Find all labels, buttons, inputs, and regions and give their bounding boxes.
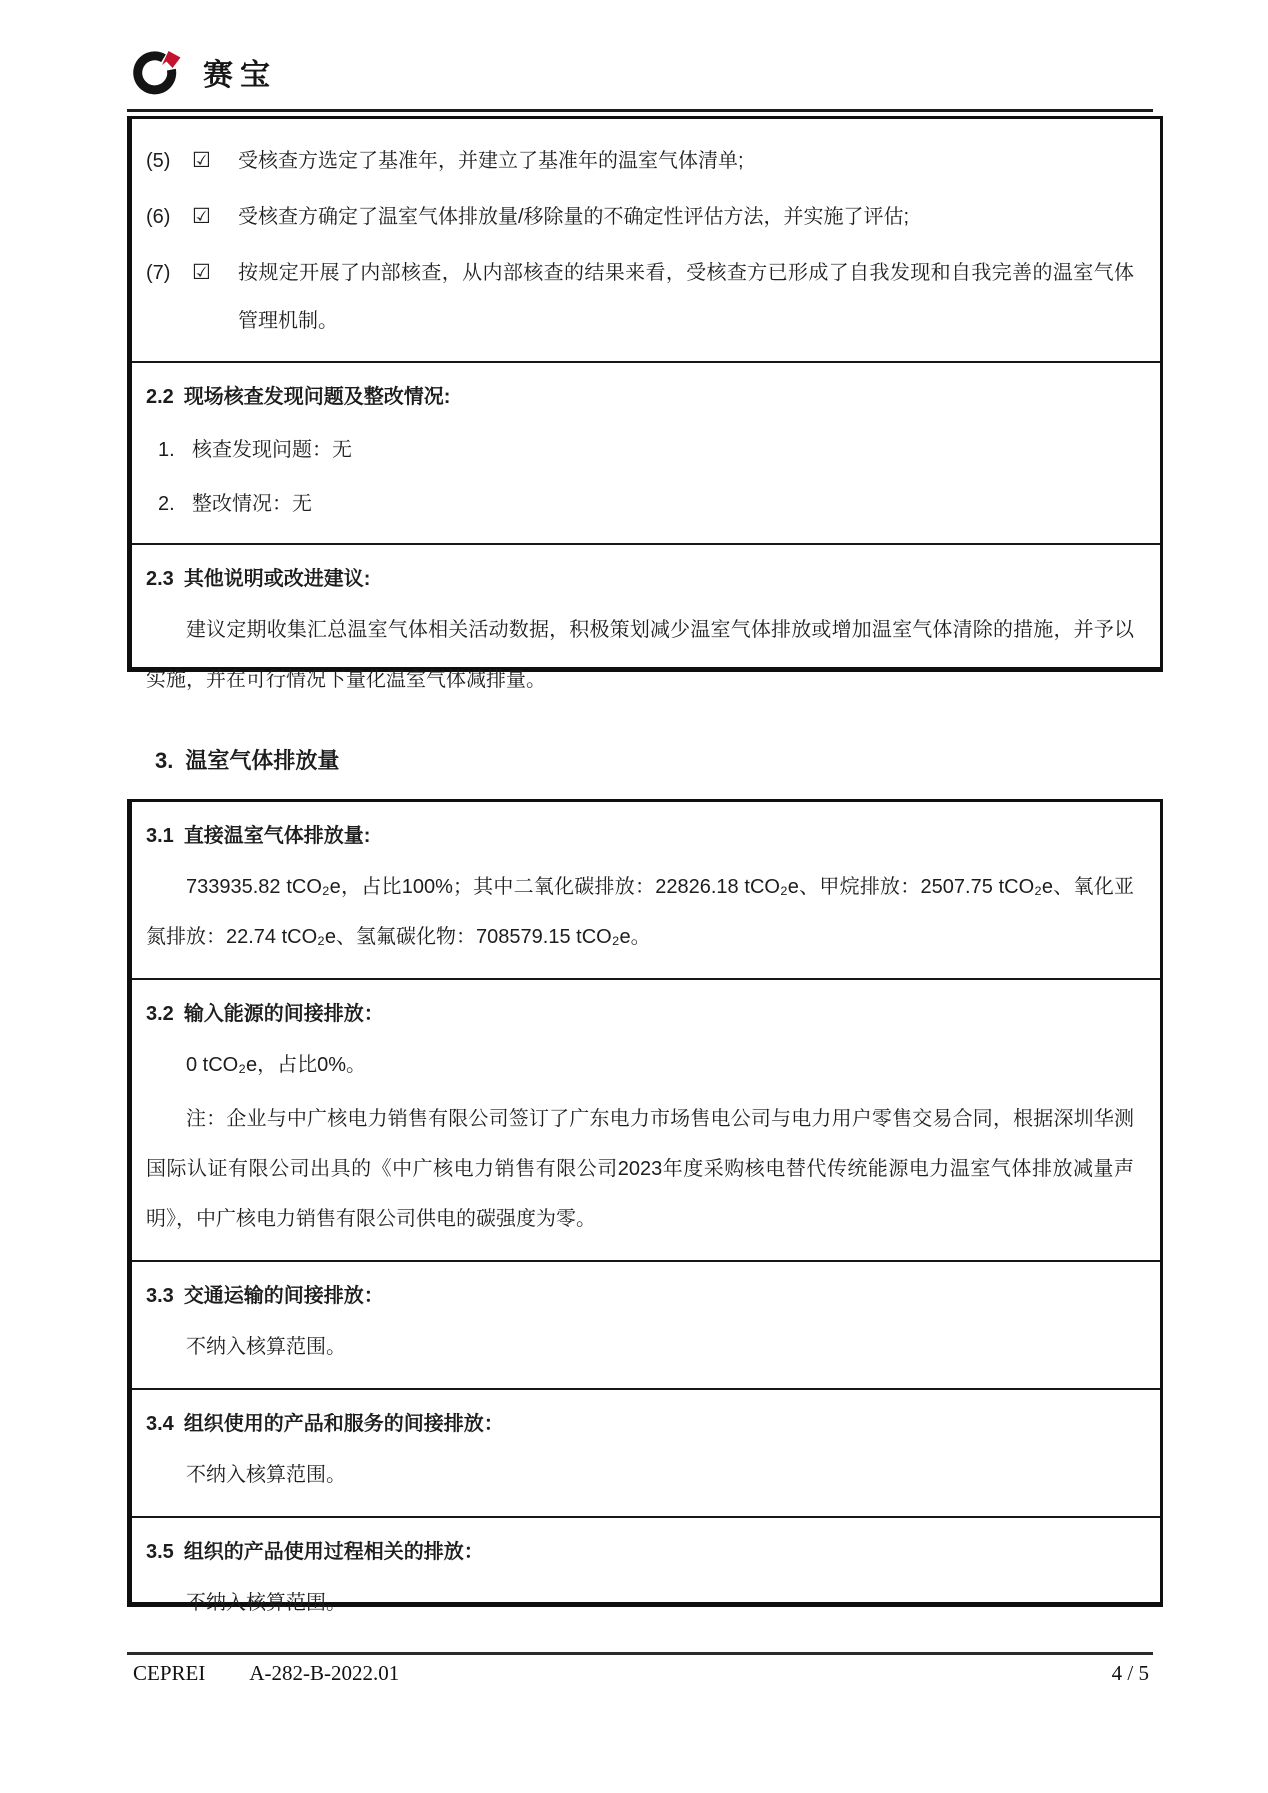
checklist-item-7 <box>146 249 1134 345</box>
item-text: 核查发现问题：无 <box>192 439 352 461</box>
item-number: (5) <box>146 150 171 172</box>
section-3-1-body: 733935.82 tCO₂e，占比100%；其中二氧化碳排放：22826.18 tCO₂e、甲烷排放：2507.75 tCO₂e、氧化亚氮排放：22.74 tCO₂e、氢氟碳化物：708579.15 tCO₂e。 <box>146 876 1134 948</box>
section-title: 输入能源的间接排放： <box>183 1003 384 1025</box>
section-title: 组织的产品使用过程相关的排放： <box>183 1541 484 1563</box>
verification-findings-panel <box>127 116 1163 691</box>
brand-text: 赛宝 <box>203 59 277 92</box>
section-number: 3.2 <box>146 1003 174 1025</box>
section-3-2-note: 注：企业与中广核电力销售有限公司签订了广东电力市场售电公司与电力用户零售交易合同，根据深圳华测国际认证有限公司出具的《中广核电力销售有限公司2023年度采购核电替代传统能源电力温室气体排放减量声明》，中广核电力销售有限公司供电的碳强度为零。 <box>146 1108 1134 1230</box>
section-3-3-body: 不纳入核算范围。 <box>186 1336 346 1358</box>
item-number: (6) <box>146 206 171 228</box>
section-2-2-heading <box>146 375 1134 419</box>
section-divider <box>132 1388 1160 1390</box>
cepri-c-logo-icon <box>131 48 183 96</box>
section-divider <box>132 1516 1160 1518</box>
section-number: 2.2 <box>146 386 174 408</box>
section-title: 其他说明或改进建议: <box>183 568 371 590</box>
section-number: 3.5 <box>146 1541 174 1563</box>
footer-org: CEPREI <box>133 1661 206 1685</box>
section-title: 直接温室气体排放量: <box>183 825 371 847</box>
section-3-5-heading <box>146 1530 1134 1574</box>
footer <box>133 1661 1149 1686</box>
section-3-1-heading <box>146 814 1134 858</box>
page-number: 4 / 5 <box>1111 1661 1149 1685</box>
footer-left <box>133 1661 399 1686</box>
section-3-2-body: 0 tCO₂e，占比0%。 <box>186 1054 367 1076</box>
chapter-number: 3. <box>155 748 174 773</box>
section-divider <box>132 978 1160 980</box>
section-divider <box>132 1260 1160 1262</box>
ghg-emissions-panel <box>127 799 1163 1614</box>
section-2-3-body: 建议定期收集汇总温室气体相关活动数据，积极策划减少温室气体排放或增加温室气体清除的措施，并予以实施，并在可行情况下量化温室气体减排量。 <box>146 619 1134 691</box>
header-divider <box>127 109 1153 112</box>
checked-checkbox-icon: ☑ <box>192 205 211 228</box>
section-number: 3.3 <box>146 1285 174 1307</box>
section-3-5-body: 不纳入核算范围。 <box>186 1592 346 1614</box>
section-number: 3.1 <box>146 825 174 847</box>
section-divider <box>132 361 1160 363</box>
item-number: 2. <box>158 493 175 515</box>
footer-divider <box>127 1652 1153 1655</box>
section-number: 3.4 <box>146 1413 174 1435</box>
section-title: 交通运输的间接排放： <box>183 1285 384 1307</box>
section-3-3-heading <box>146 1274 1134 1318</box>
item-number: (7) <box>146 262 171 284</box>
item-text: 受核查方选定了基准年，并建立了基准年的温室气体清单; <box>238 150 744 172</box>
item-text: 按规定开展了内部核查，从内部核查的结果来看，受核查方已形成了自我发现和自我完善的温室气体管理机制。 <box>238 262 1134 332</box>
section-3-2-heading <box>146 992 1134 1036</box>
chapter-3-heading <box>155 744 339 775</box>
finding-item-2 <box>146 481 1134 527</box>
item-number: 1. <box>158 439 175 461</box>
section-3-4-heading <box>146 1402 1134 1446</box>
finding-item-1 <box>146 427 1134 473</box>
section-3-4-body: 不纳入核算范围。 <box>186 1464 346 1486</box>
checklist-item-6 <box>146 193 1134 241</box>
checklist-item-5 <box>146 137 1134 185</box>
section-divider <box>132 543 1160 545</box>
chapter-title: 温室气体排放量 <box>185 748 340 773</box>
section-title: 现场核查发现问题及整改情况: <box>183 386 451 408</box>
item-text: 受核查方确定了温室气体排放量/移除量的不确定性评估方法，并实施了评估; <box>238 206 910 228</box>
header-logo <box>131 48 277 96</box>
section-number: 2.3 <box>146 568 174 590</box>
checked-checkbox-icon: ☑ <box>192 261 211 284</box>
footer-doc-code: A-282-B-2022.01 <box>249 1661 400 1685</box>
item-text: 整改情况：无 <box>192 493 312 515</box>
section-2-3-heading <box>146 557 1134 601</box>
section-title: 组织使用的产品和服务的间接排放： <box>183 1413 504 1435</box>
checked-checkbox-icon: ☑ <box>192 149 211 172</box>
